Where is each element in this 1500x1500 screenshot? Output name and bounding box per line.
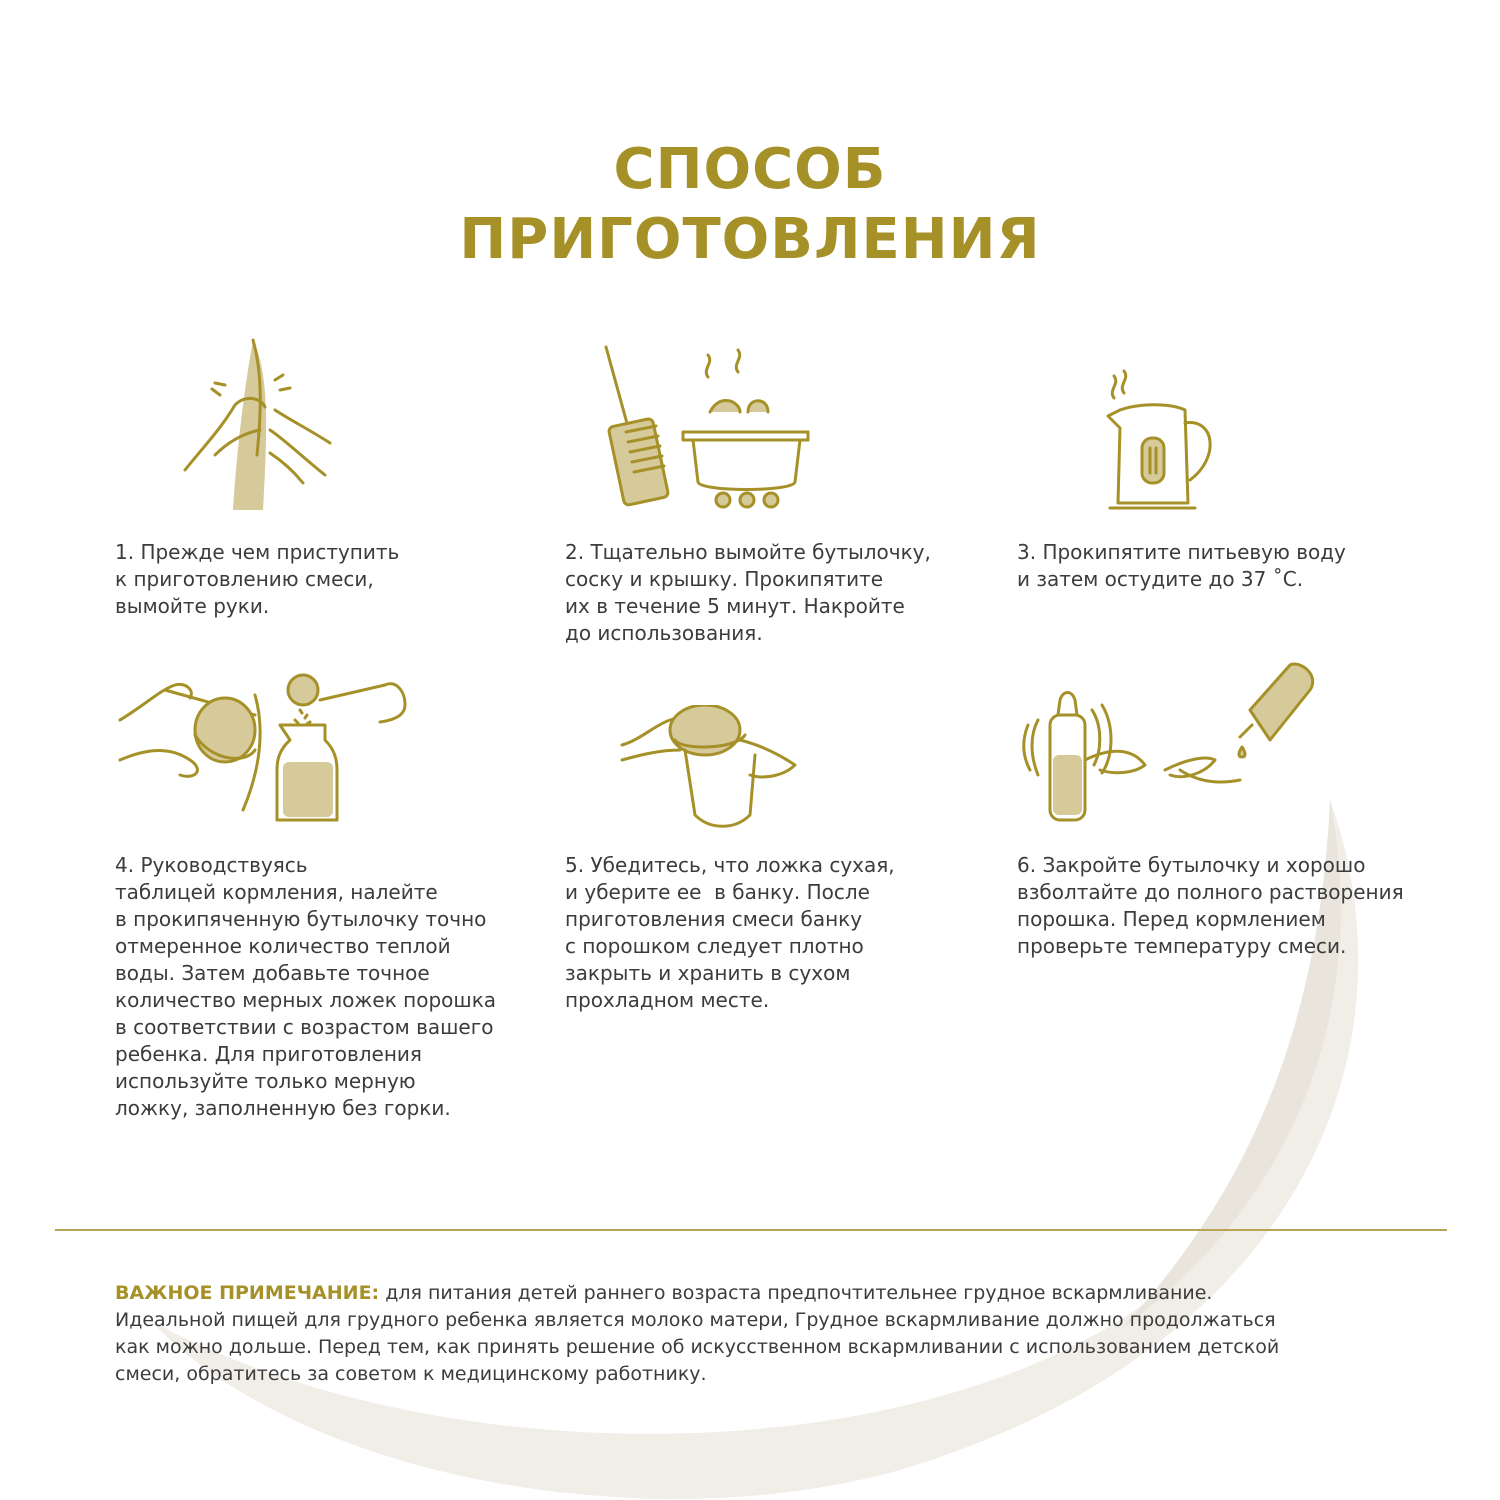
section-divider: [55, 1229, 1447, 1231]
step-4-line: воды. Затем добавьте точное: [115, 961, 430, 985]
important-note-text: смеси, обратитесь за советом к медицинскому работнику.: [115, 1363, 707, 1385]
important-note-label: ВАЖНОЕ ПРИМЕЧАНИЕ:: [115, 1282, 380, 1304]
shake-bottle-and-test-temperature-icon: [1020, 655, 1320, 825]
important-note: [115, 1280, 1415, 1388]
bottle-brush-and-boiling-pot-icon: [598, 342, 813, 514]
important-note-text: Идеальной пищей для грудного ребенка является молоко матери, Грудное вскармливание должно продолжаться: [115, 1309, 1276, 1331]
page-title-line-1: СПОСОБ: [613, 137, 887, 202]
step-6-text: [1017, 852, 1404, 960]
step-4-line: ребенка. Для приготовления: [115, 1042, 422, 1066]
step-5-line: 5. Убедитесь, что ложка сухая,: [565, 853, 895, 877]
step-2-line: 2. Тщательно вымойте бутылочку,: [565, 540, 931, 564]
step-4-line: таблицей кормления, налейте: [115, 880, 438, 904]
kettle-icon: [1100, 368, 1225, 516]
step-3-line: 3. Прокипятите питьевую воду: [1017, 540, 1346, 564]
important-note-text: как можно дольше. Перед тем, как принять решение об искусственном вскармливании с использованием детской: [115, 1336, 1280, 1358]
step-4-line: в прокипяченную бутылочку точно: [115, 907, 487, 931]
step-4-line: используйте только мерную: [115, 1069, 416, 1093]
step-6-line: взболтайте до полного растворения: [1017, 880, 1404, 904]
step-4-line: ложку, заполненную без горки.: [115, 1096, 451, 1120]
step-5-line: и уберите ее в банку. После: [565, 880, 870, 904]
step-5-line: прохладном месте.: [565, 988, 770, 1012]
page-title-line-2: ПРИГОТОВЛЕНИЯ: [459, 207, 1041, 272]
step-4-text: [115, 852, 496, 1122]
step-3-text: [1017, 539, 1346, 593]
step-5-line: приготовления смеси банку: [565, 907, 863, 931]
step-1-line: к приготовлению смеси,: [115, 567, 374, 591]
step-6-line: порошка. Перед кормлением: [1017, 907, 1326, 931]
step-1-text: [115, 539, 399, 620]
step-1-line: 1. Прежде чем приступить: [115, 540, 400, 564]
step-4-line: в соответствии с возрастом вашего: [115, 1015, 494, 1039]
step-3-line: и затем остудите до 37 ˚С.: [1017, 567, 1304, 591]
step-4-line: количество мерных ложек порошка: [115, 988, 497, 1012]
hands-washing-icon: [175, 335, 340, 515]
step-2-line: их в течение 5 минут. Накройте: [565, 594, 905, 618]
closing-jar-lid-icon: [620, 705, 800, 830]
step-5-line: с порошком следует плотно: [565, 934, 864, 958]
step-2-text: [565, 539, 931, 647]
step-5-text: [565, 852, 895, 1014]
step-4-line: отмеренное количество теплой: [115, 934, 451, 958]
step-6-line: 6. Закройте бутылочку и хорошо: [1017, 853, 1366, 877]
step-1-line: вымойте руки.: [115, 594, 270, 618]
step-5-line: закрыть и хранить в сухом: [565, 961, 851, 985]
important-note-text: для питания детей раннего возраста предпочтительнее грудное вскармливание.: [379, 1282, 1213, 1304]
measuring-powder-into-bottle-icon: [115, 650, 415, 825]
step-4-line: 4. Руководствуясь: [115, 853, 308, 877]
step-2-line: до использования.: [565, 621, 763, 645]
step-2-line: соску и крышку. Прокипятите: [565, 567, 884, 591]
step-6-line: проверьте температуру смеси.: [1017, 934, 1347, 958]
